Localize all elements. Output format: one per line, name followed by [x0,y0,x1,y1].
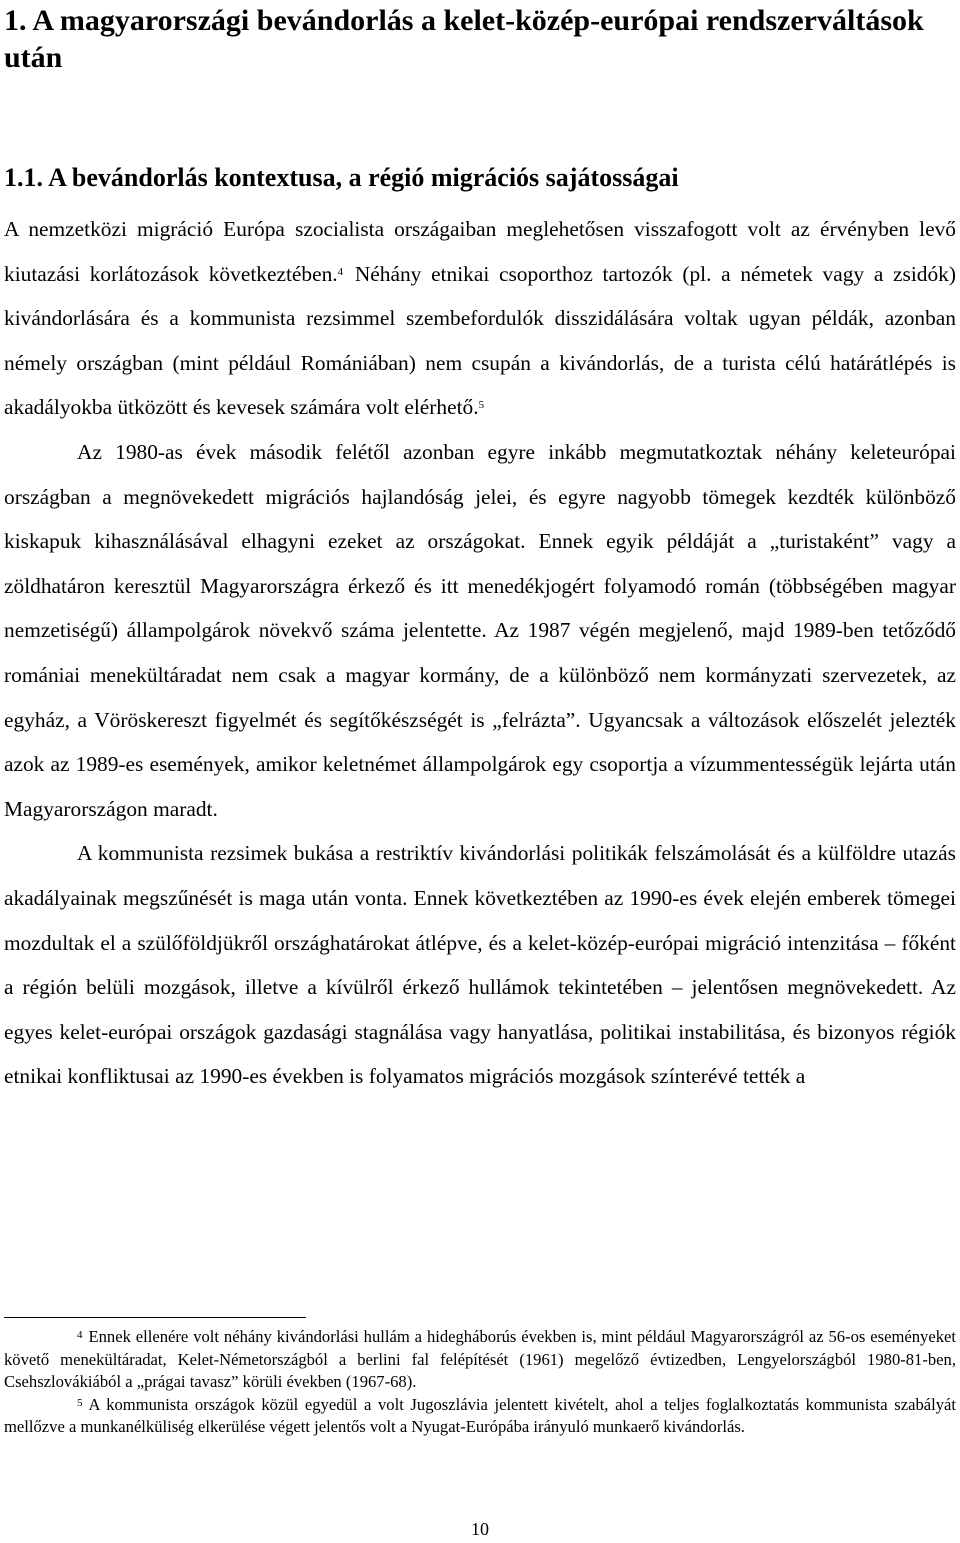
paragraph-1-text-b: Néhány etnikai csoporthoz tartozók (pl. a németek vagy a zsidók) kivándorlására és a kommunista rezsimmel szembefordulók disszidálására voltak ugyan példák, azonban némely országban (mint például Romániában) nem csupán a kivándorlás, de a turista célú határátlépés is akadályokba ütközött és kevesek számára volt elérhető. [4,261,956,420]
paragraph-3: A kommunista rezsimek bukása a restriktív kivándorlási politikák felszámolását és a külföldre utazás akadályainak megszűnését is maga után vonta. Ennek következtében az 1990-es évek elején emberek tömegei mozdultak el a szülőföldjükről országhatárokat átlépve, és a kelet-közép-európai migráció intenzitása – főként a régión belüli mozgások, illetve a kívülről érkező hullámok tekintetében – jelentősen megnövekedett. Az egyes kelet-európai országok gazdasági stagnálása vagy hanyatlása, politikai instabilitása, és bizonyos régiók etnikai konfliktusai az 1990-es években is folyamatos migrációs mozgások színterévé tették a [4,841,956,1089]
footnote-5-number: 5 [77,1396,83,1409]
footnote-4-number: 4 [77,1329,83,1341]
paragraph-2: Az 1980-as évek második felétől azonban egyre inkább megmutatkoztak néhány keleteurópai országban a megnövekedett migrációs hajlandóság jelei, és egyre nagyobb tömegek kezdték különböző kiskapuk kihasználásával elhagyni ezeket az országokat. Ennek egyik példáját a „turistaként” vagy a zöldhatáron keresztül Magyarországra érkező és itt menedékjogért folyamodó román (többségében magyar nemzetiségű) állampolgárok növekvő száma jelentette. Az 1987 végén megjelenő, majd 1989-ben tetőződő romániai menekültáradat nem csak a magyar kormány, de a különböző nem kormányzati szervezetek, az egyház, a Vöröskereszt figyelmét és segítőkészségét is „felrázta”. Ugyancsak a változások előszelét jelezték azok az 1989-es események, amikor keletnémet állampolgárok egy csoportja a vízummentességük lejárta után Magyarországon maradt. [4,439,956,821]
footnote-ref-4[interactable]: 4 [337,265,344,278]
paragraph-1 [4,207,956,430]
footnote-5-text: A kommunista országok közül egyedül a volt Jugoszlávia jelentett kivételt, ahol a teljes foglalkoztatás kommunista szabályát mellőzve a munkanélküliség elkerülése végett jelentős volt a Nyugat-Európába irányuló munkaerő kivándorlás. [4,1394,956,1437]
paragraph-1-text-a: A nemzetközi migráció Európa szocialista országaiban meglehetősen visszafogott volt az érvényben levő kiutazási korlátozások következtében. [4,217,956,286]
footnotes [4,1326,956,1439]
footnote-4 [4,1326,956,1394]
chapter-title: 1. A magyarországi bevándorlás a kelet-közép-európai rendszerváltások után [4,4,924,74]
section-title: 1.1. A bevándorlás kontextusa, a régió migrációs sajátosságai [4,163,679,192]
footnote-ref-5[interactable]: 5 [478,399,485,412]
footnote-5 [4,1394,956,1439]
body-text [4,207,956,1099]
page-number: 10 [471,1519,489,1539]
footnote-separator [4,1317,306,1318]
footnote-4-text: Ennek ellenére volt néhány kivándorlási hullám a hidegháborús években is, mint például Magyarországról az 56-os eseményeket követő menekültáradat, Kelet-Németországból a berlini fal felépítését (1961) megelőző évtizedben, Lengyelországból 1980-81-ben, Csehszlovákiából a „prágai tavasz” körüli években (1967-68). [4,1327,956,1392]
